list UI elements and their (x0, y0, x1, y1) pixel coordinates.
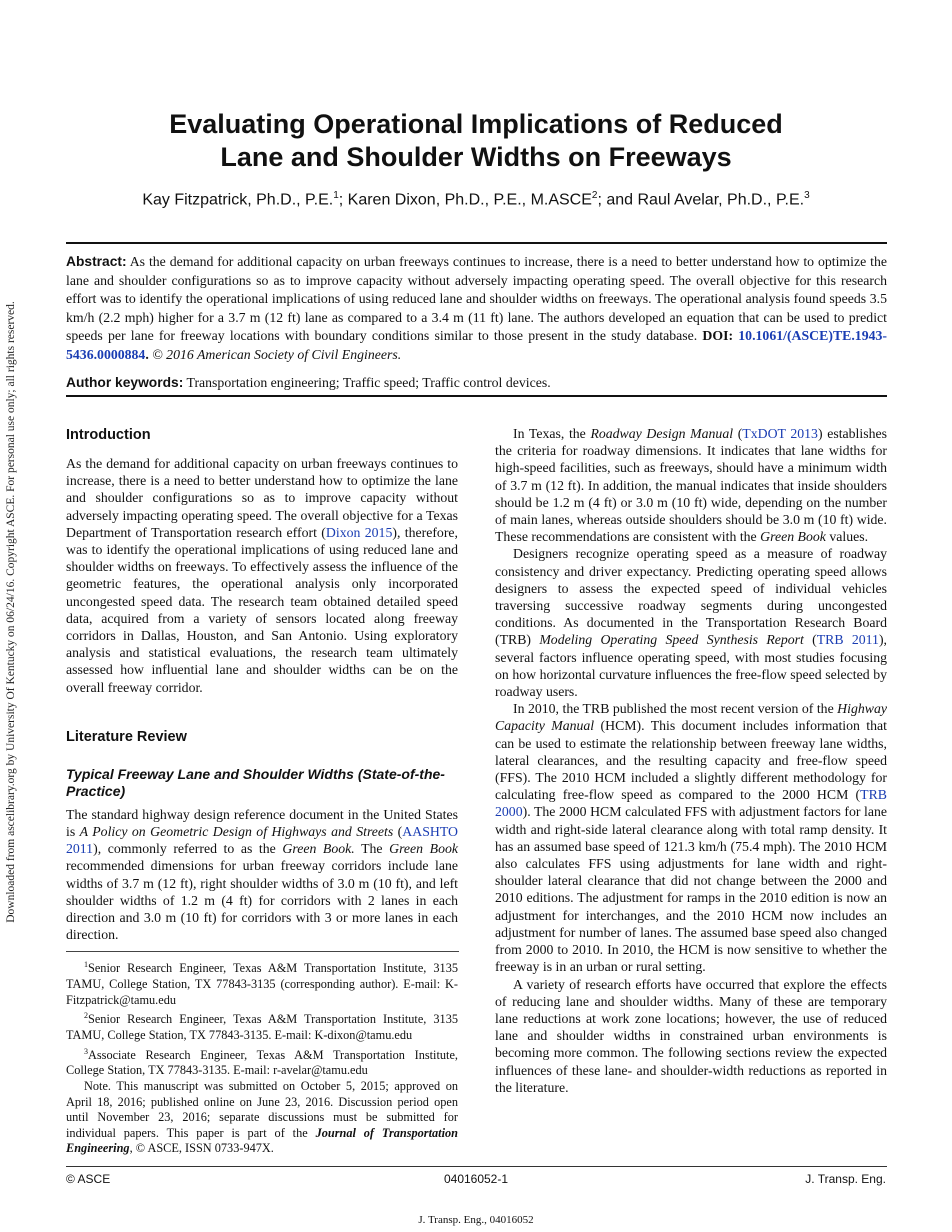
note-journal: Journal of Transportation Engineering (66, 1125, 458, 1156)
r1-text-b: ( (733, 426, 743, 441)
footer-article-number: 04016052-1 (443, 1172, 509, 1186)
r1-text-c: ) establishes the criteria for roadway dimensions. It indicates that lane widths for high-speed facilities, such as freeways, should have a minimum width of 3.7 m (12 ft). In addition, the manual indicates that inside shoulders should be 1.2 m (4 ft) or 3.0 m (10 ft) wide, depending on the number of main lanes, whereas outside shoulders should be 3.0 m (10 ft) wide. These recommendations are consistent with the (495, 426, 887, 545)
subsection-heading: Typical Freeway Lane and Shoulder Widths (State-of-the-Practice) (66, 765, 445, 799)
bottom-citation: J. Transp. Eng., 04016052 (418, 1214, 534, 1226)
ref-trb-2011[interactable]: TRB 2011 (816, 632, 879, 648)
author-1: Kay Fitzpatrick, Ph.D., P.E. (142, 191, 334, 209)
r2-text-c: ), several factors influence operating speed, with most studies focusing on how horizontal curvature influences the free-flow speed selected by roadway users. (495, 632, 887, 700)
footnote-1 (66, 957, 458, 1008)
r2-italic: Modeling Operating Speed Synthesis Report (539, 632, 804, 648)
footer-rule (66, 1166, 887, 1167)
r1-italic: Roadway Design Manual (590, 426, 734, 441)
footnote-3 (66, 1044, 458, 1079)
author-3-affil: 3 (804, 190, 810, 201)
lit-title-italic: A Policy on Geometric Design of Highways and Streets (79, 824, 394, 840)
ref-txdot-2013[interactable]: TxDOT 2013 (742, 426, 818, 441)
author-3: Raul Avelar, Ph.D., P.E. (637, 191, 805, 209)
roadway-design-paragraph (495, 425, 887, 545)
keywords-label: Author keywords: (66, 375, 184, 390)
abstract-top-rule (66, 242, 887, 244)
title-line-2: Lane and Shoulder Widths on Freeways (220, 142, 732, 172)
footer-copyright: © ASCE (66, 1172, 111, 1186)
ref-aashto-2011[interactable]: AASHTO 2011 (66, 824, 458, 857)
lit-text-b: ( (393, 824, 403, 840)
ref-dixon-2015[interactable]: Dixon 2015 (325, 524, 393, 540)
author-sep-1: ; (338, 191, 348, 209)
footnote-2 (66, 1008, 458, 1043)
doi-label: DOI: (702, 328, 734, 343)
lit-greenbook-italic: Green Book. (282, 841, 355, 857)
note-text-a: Note. This manuscript was submitted on October 5, 2015; approved on April 18, 2016; published online on June 23, 2016. Discussion period open until November 23, 2016; separate discussions must be submitted for individual papers. This paper is part of the (66, 1078, 458, 1140)
intro-text-a: As the demand for additional capacity on urban freeways continues to increase, there is a need to better understand how to optimize the lane and shoulder configurations so as to improve capacity without adversely impacting operating speed. The overall objective for a Texas Department of Transportation research effort ( (66, 456, 458, 540)
footnote-2-marker: 2 (84, 1011, 88, 1021)
abstract-copyright: © 2016 American Society of Civil Engineers. (148, 346, 402, 362)
intro-text-b: ), therefore, was to identify the operational implications of using reduced lane and shoulder widths on freeways. To effectively assess the influence of the geometric features, the operational analysis only incorporated uncongested speed data. The research team obtained detailed speed data, acquired from a variety of sensors located along freeway corridors in Dallas, Houston, and San Antonio. Using exploratory analysis and statistical evaluations, the research team ultimately assessed how influential lane and shoulder widths can be on the overall freeway corridor. (66, 524, 458, 695)
r1-text-d: values. (825, 529, 869, 545)
keywords-text: Transportation engineering; Traffic speed; Traffic control devices. (183, 375, 551, 390)
footnotes (66, 957, 458, 1156)
r3-text-a: In 2010, the TRB published the most recent version of the (513, 701, 838, 717)
abstract-bottom-rule (66, 395, 887, 397)
right-column (495, 425, 887, 1096)
abstract-label: Abstract: (66, 254, 127, 269)
research-efforts-paragraph: A variety of research efforts have occurred that explore the effects of reducing lane and shoulder widths. Many of these are temporary lane reductions at work zone locations; however, the use of reduced lane and shoulder widths in constrained urban environments is becoming more common. The following sections review the expected influences of these lane- and shoulder-width reductions as reported in the literature. (495, 976, 887, 1095)
download-stamp (0, 0, 22, 1232)
paper-title (66, 108, 886, 174)
operating-speed-paragraph (495, 545, 887, 700)
hcm-paragraph (495, 700, 887, 975)
doi-link[interactable]: 10.1061/(ASCE)TE.1943-5436.0000884 (66, 328, 887, 362)
lit-greenbook-italic-2: Green Book (389, 841, 459, 857)
footnote-3-text: Associate Research Engineer, Texas A&M Transportation Institute, College Station, TX 77843-3135. E-mail: r-avelar@tamu.edu (66, 1047, 458, 1078)
footnote-3-marker: 3 (84, 1046, 88, 1056)
r3-text-b: (HCM). This document includes information that can be used to estimate the relationship between freeway lane widths, lateral clearances, and the resulting capacity and free-flow speed (FFS). The 2010 HCM included a slightly different methodology for calculating free-flow speed as compared to the 2000 HCM ( (495, 718, 887, 803)
lit-text-e: recommended dimensions for urban freeway corridors include lane widths of 3.7 m (12 ft), right shoulder widths of 3.0 m (10 ft), and left shoulder widths of 1.2 m (4 ft) for corridors with 2 lanes in each direction and 3.0 m (10 ft) for corridors with 3 or more lanes in each direction. (66, 858, 458, 943)
r3-italic: Highway Capacity Manual (495, 701, 887, 734)
doi-end: . (145, 346, 149, 362)
footnote-1-text: Senior Research Engineer, Texas A&M Transportation Institute, 3135 TAMU, College Station, TX 77843-3135 (corresponding author). E-mail: K-Fitzpatrick@tamu.edu (66, 961, 458, 1007)
literature-paragraph (66, 806, 458, 944)
introduction-heading: Introduction (66, 427, 151, 443)
r2-text-a: Designers recognize operating speed as a measure of roadway consistency and driver expectancy. Predicting operating speed allows designers to assess the expected speed of individual vehicles traversing successive roadway segments during uncongested conditions. As documented in the Transportation Research Board (TRB) (495, 546, 887, 648)
introduction-paragraph (66, 455, 458, 696)
r3-text-c: ). The 2000 HCM calculated FFS with adjustment factors for lane width and right-side lateral clearance along with total ramp density. It has an assumed base speed of 121.3 km/h (75.4 mph). The 2010 HCM also calculates FFS using adjustments for lane width and right-shoulder lateral clearance that did not change between the 2000 and 2010 editions. The adjustment for ramps in the 2010 edition is now an adjustment for interchanges, and the 2010 HCM now includes an adjustment for number of lanes. The assumed base speed also changed from 2000 to 2010. In 2010, the HCM is now sensitive to whether the freeway is in an urban or rural setting. (495, 804, 887, 975)
footnote-rule (66, 951, 459, 952)
r1-italic-2: Green Book (760, 529, 826, 545)
author-keywords (66, 374, 887, 392)
author-sep-2: ; and (597, 191, 638, 209)
note-text-b: , © ASCE, ISSN 0733-947X. (129, 1141, 274, 1156)
author-line (66, 190, 886, 209)
lit-text-c: ), commonly referred to as the (93, 841, 283, 857)
abstract (66, 253, 887, 364)
abstract-text: As the demand for additional capacity on urban freeways continues to increase, there is a need to better understand how to optimize the lane and shoulder configurations so as to improve capacity without adversely impacting operating speed. The overall objective for this research effort was to identify the operational implications of using reduced lane and shoulder widths on freeways. The operational analysis found speeds 3.5 km/h (2.2 mph) higher for a 3.7 m (12 ft) lane as compared to a 3.4 m (11 ft) lane. The authors developed an equation that can be used to predict speeds per lane for freeway locations with boundary conditions similar to those present in the study database. (66, 254, 887, 343)
footnote-2-text: Senior Research Engineer, Texas A&M Transportation Institute, 3135 TAMU, College Station, TX 77843-3135. E-mail: K-dixon@tamu.edu (66, 1012, 458, 1043)
lit-text-a: The standard highway design reference document in the United States is (66, 806, 458, 840)
download-stamp-text: Downloaded from ascelibrary.org by University Of Kentucky on 06/24/16. Copyright ASCE. For personal use only; all rights reserved. (5, 301, 17, 923)
manuscript-note (66, 1079, 458, 1157)
footnote-1-marker: 1 (84, 960, 88, 970)
title-line-1: Evaluating Operational Implications of Reduced (169, 109, 783, 139)
literature-review-heading: Literature Review (66, 728, 187, 745)
r2-text-b: ( (803, 632, 817, 648)
r1-text-a: In Texas, the (513, 426, 591, 441)
author-1-affil: 1 (333, 190, 339, 201)
author-2: Karen Dixon, Ph.D., P.E., M.ASCE (347, 191, 592, 209)
footer-journal: J. Transp. Eng. (805, 1172, 886, 1186)
lit-text-d: The (354, 841, 390, 857)
author-2-affil: 2 (591, 190, 598, 201)
ref-trb-2000[interactable]: TRB 2000 (495, 787, 887, 820)
left-column (66, 425, 458, 1157)
